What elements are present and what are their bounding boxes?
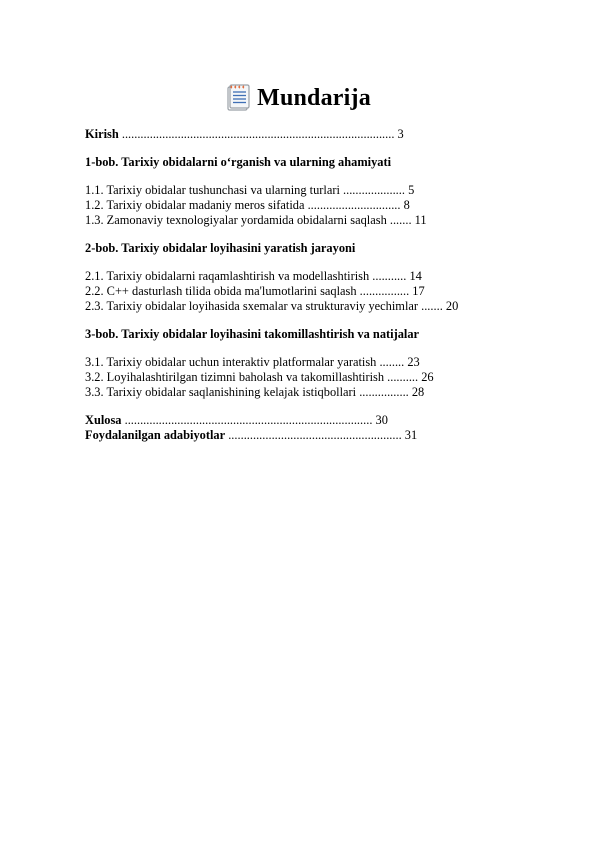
toc-item[interactable]: 1.1. Tarixiy obidalar tushunchasi va ularning turlari .................... 5 <box>85 183 415 197</box>
toc-leader-dots: ................................................................................ <box>121 413 373 427</box>
page-title: Mundarija <box>257 84 371 111</box>
toc-entry-label: Foydalanilgan adabiyotlar <box>85 428 226 442</box>
title-group <box>225 84 371 112</box>
toc-item[interactable]: 3.3. Tarixiy obidalar saqlanishining kelajak istiqbollari ................ 28 <box>85 385 425 399</box>
toc-page-number: 31 <box>401 428 418 442</box>
chapter-2-heading[interactable]: 2-bob. Tarixiy obidalar loyihasini yaratish jarayoni <box>85 241 356 255</box>
chapter-3-heading[interactable]: 3-bob. Tarixiy obidalar loyihasini takomillashtirish va natijalar <box>85 327 420 341</box>
table-of-contents <box>85 127 525 443</box>
toc-page-number: 3 <box>394 127 404 141</box>
toc-entry-xulosa[interactable] <box>85 413 525 428</box>
toc-item[interactable]: 3.2. Loyihalashtirilgan tizimni baholash va takomillashtirish .......... 26 <box>85 370 434 384</box>
document-list-icon <box>225 84 251 112</box>
toc-item[interactable]: 2.2. C++ dasturlash tilida obida ma'lumotlarini saqlash ................ 17 <box>85 284 425 298</box>
toc-entry-adabiyotlar[interactable] <box>85 428 525 443</box>
chapter-1-heading[interactable]: 1-bob. Tarixiy obidalarni o‘rganish va ularning ahamiyati <box>85 155 392 169</box>
toc-page-number: 30 <box>372 413 388 427</box>
toc-item[interactable]: 2.3. Tarixiy obidalar loyihasida sxemalar va strukturaviy yechimlar ....... 20 <box>85 299 459 313</box>
toc-item[interactable]: 1.2. Tarixiy obidalar madaniy meros sifatida .............................. 8 <box>85 198 410 212</box>
toc-item[interactable]: 2.1. Tarixiy obidalarni raqamlashtirish va modellashtirish ........... 14 <box>85 269 422 283</box>
toc-entry-label: Kirish <box>85 127 119 141</box>
toc-leader-dots: ........................................................ <box>225 428 402 442</box>
title-row <box>0 84 596 118</box>
toc-entry-label: Xulosa <box>85 413 122 427</box>
toc-item[interactable]: 3.1. Tarixiy obidalar uchun interaktiv platformalar yaratish ........ 23 <box>85 355 420 369</box>
toc-item[interactable]: 1.3. Zamonaviy texnologiyalar yordamida obidalarni saqlash ....... 11 <box>85 213 427 227</box>
toc-entry-kirish[interactable] <box>85 127 525 142</box>
toc-leader-dots: ........................................................................................ <box>118 127 395 141</box>
